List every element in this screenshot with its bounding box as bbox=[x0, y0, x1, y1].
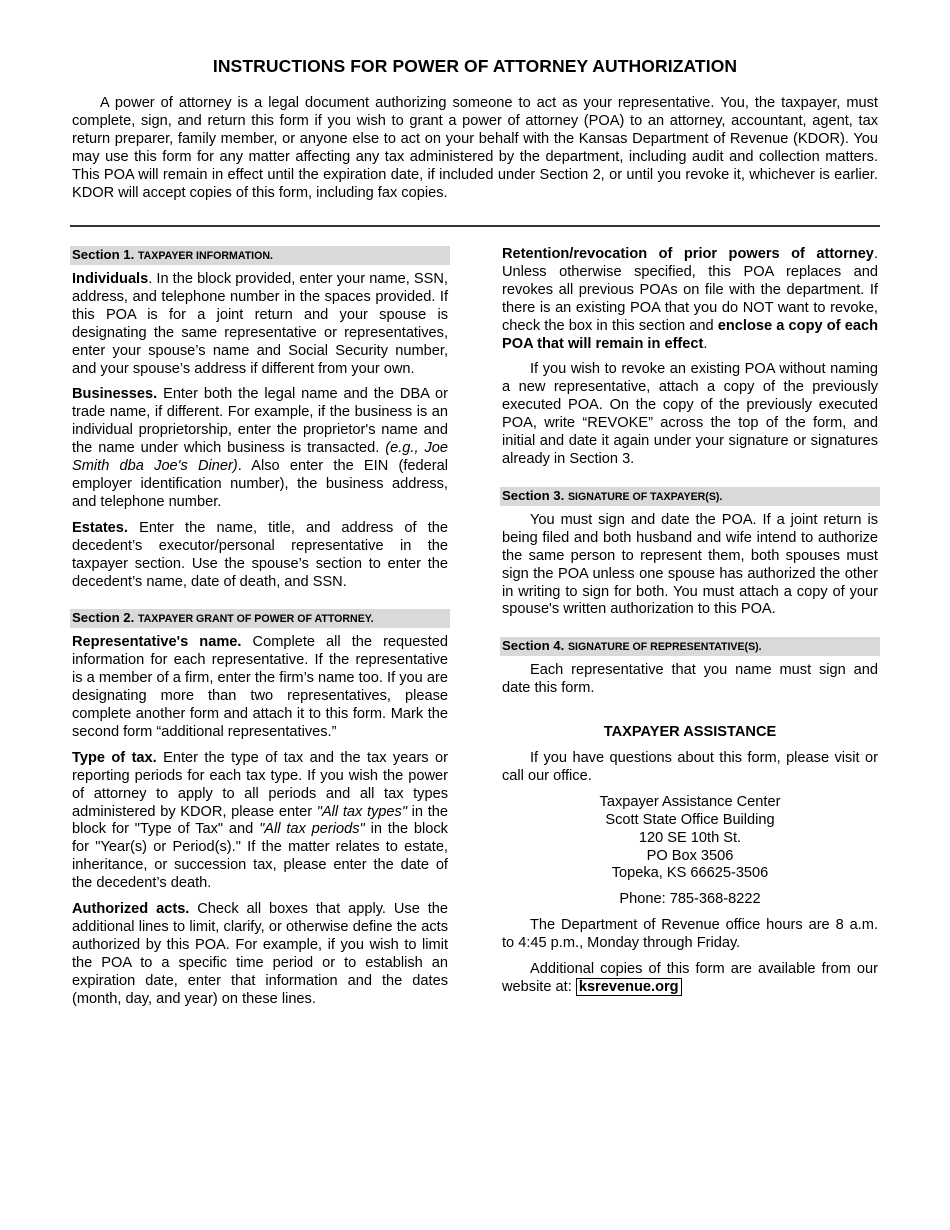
intro-paragraph: A power of attorney is a legal document authorizing someone to act as your representative. You, the taxpayer, must complete, sign, and return this form if you wish to grant a power of attorney (POA) to an attorney, accountant, agent, tax return preparer, family member, or anyone else to act on your behalf with the Kansas Department of Revenue (KDOR). You may use this form for any matter affecting any tax administered by the department, including audit and collection matters. This POA will remain in effect until the expiration date, if included under Section 2, or until you revoke it, whichever is earlier. KDOR will accept copies of this form, including fax copies. bbox=[72, 95, 878, 201]
section-3-heading: Section 3. SIGNATURE OF TAXPAYER(S). bbox=[500, 487, 880, 506]
section-3-text: You must sign and date the POA. If a joint return is being filed and both husband and wife intend to authorize the same person to represent them, both spouses must sign the POA unless one spouse has authorized the other in writing to sign for both. You must attach a copy of your spouse's written authorization to this POA. bbox=[502, 511, 878, 618]
retention-paragraph: Retention/revocation of prior powers of attorney. Unless otherwise specified, this POA replaces and revokes all previous POAs on file with the department. If there is an existing POA that you do NOT want to revoke, check the box in this section and enclose a copy of each POA that will remain in effect. bbox=[502, 246, 878, 352]
authorized-acts-paragraph: Authorized acts. Check all boxes that apply. Use the additional lines to limit, clarify, or otherwise define the acts authorized by this POA. For example, if you wish to limit the POA to a specific time period or to establish an expiration date, enter that information and the dates (month, day, and year) on these lines. bbox=[72, 901, 448, 1007]
address-line: Scott State Office Building bbox=[605, 811, 775, 828]
divider-rule bbox=[70, 225, 880, 227]
assistance-text: If you have questions about this form, please visit or call our office. bbox=[502, 750, 878, 784]
office-address bbox=[502, 794, 878, 884]
left-column bbox=[72, 246, 448, 1017]
right-column bbox=[502, 246, 878, 1005]
businesses-paragraph: Businesses. Enter both the legal name and the DBA or trade name, if different. For example, if the business is an individual proprietorship, enter the proprietor's name and the name under which business is transacted. (e.g., Joe Smith dba Joe's Diner). Also enter the EIN (federal employer identification number), the business address, and telephone number. bbox=[72, 386, 448, 510]
individuals-paragraph: Individuals. In the block provided, enter your name, SSN, address, and telephone number in the spaces provided. If this POA is for a joint return and your spouse is designating the same representative or representatives, enter your spouse’s name and Social Security number, and your spouse’s address if different from your own. bbox=[72, 271, 448, 377]
address-line: 120 SE 10th St. bbox=[638, 829, 742, 846]
website-link[interactable]: ksrevenue.org bbox=[576, 978, 682, 996]
office-hours: The Department of Revenue office hours are 8 a.m. to 4:45 p.m., Monday through Friday. bbox=[502, 917, 878, 952]
estates-paragraph: Estates. Enter the name, title, and address of the decedent’s executor/personal representative in the taxpayer section. Use the spouse’s section to enter the decedent’s name, date of death, and SSN. bbox=[72, 519, 448, 590]
address-line: PO Box 3506 bbox=[646, 847, 734, 864]
revoke-paragraph: If you wish to revoke an existing POA without naming a new representative, attach a copy of the previously executed POA. On the copy of the previously executed POA, write “REVOKE” across the top of the form, and initial and date it again under your signature or signatures already in Section 3. bbox=[502, 361, 878, 467]
phone-number: Phone: 785-368-8222 bbox=[619, 891, 761, 908]
section-2-heading: Section 2. TAXPAYER GRANT OF POWER OF ATTORNEY. bbox=[70, 609, 450, 628]
representative-name-paragraph: Representative's name. Complete all the requested information for each representative. If the representative is a member of a firm, enter the firm’s name too. If you are designating more than two representatives, please complete another form and attach it to this form. Mark the second form “additional representatives.” bbox=[72, 634, 448, 740]
section-4-text: Each representative that you name must sign and date this form. bbox=[502, 662, 878, 697]
copies-paragraph: Additional copies of this form are available from our website at: ksrevenue.org bbox=[502, 961, 878, 995]
address-line: Taxpayer Assistance Center bbox=[599, 793, 781, 810]
type-of-tax-paragraph: Type of tax. Enter the type of tax and the tax years or reporting periods for each tax type. If you wish the power of attorney to apply to all periods and all tax types administered by KDOR, please enter "All tax types" in the block for "Type of Tax" and "All tax periods" in the block for "Year(s) or Period(s)." If the matter relates to estate, inheritance, or succession tax, please enter the date of the decedent’s death. bbox=[72, 749, 448, 892]
address-line: Topeka, KS 66625-3506 bbox=[611, 865, 769, 882]
page-title: INSTRUCTIONS FOR POWER OF ATTORNEY AUTHORIZATION bbox=[212, 56, 738, 76]
section-1-heading: Section 1. TAXPAYER INFORMATION. bbox=[70, 246, 450, 265]
section-4-heading: Section 4. SIGNATURE OF REPRESENTATIVE(S). bbox=[500, 637, 880, 656]
assistance-heading: TAXPAYER ASSISTANCE bbox=[603, 724, 777, 741]
